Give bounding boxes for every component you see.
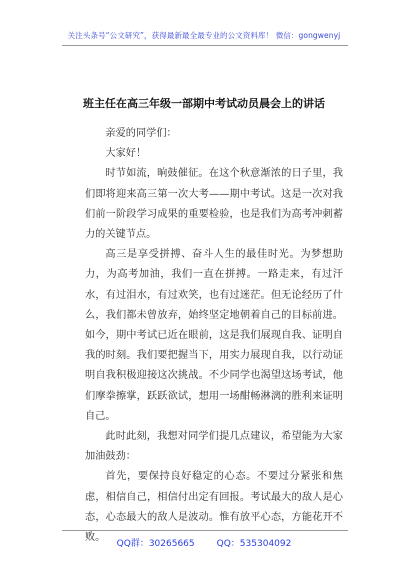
- footer-contact: [0, 536, 408, 549]
- footer-divider: [62, 530, 348, 531]
- paragraph-hello: 大家好！: [105, 148, 147, 160]
- document-title: 班主任在高三年级一部期中考试动员晨会上的讲话: [83, 97, 325, 110]
- paragraph-greeting: 亲爱的同学们：: [105, 128, 177, 139]
- footer-qq: QQ：535304092: [216, 539, 292, 549]
- paragraph-first-point: 首先，要保持良好稳定的心态。不要过分紧张和焦虑，相信自己，相信付出定有回报。考试最大的敌人是心态，心态最大的敌人是波动。惟有放平心态，方能花开不败。: [85, 471, 343, 544]
- header-divider: [62, 45, 348, 46]
- footer-qq-group: QQ群：30265665: [116, 539, 195, 549]
- paragraph-intro: 时节如流，晌鼓催征。在这个秋意渐浓的日子里，我们即将迎来高三第一次大考——期中考试。这是一次对我们前一阶段学习成果的重要检验，也是我们为高考冲刺蓄力的关键节点。: [85, 168, 343, 241]
- paragraph-struggle: 高三是享受拼搏、奋斗人生的最佳时光。为梦想助力，为高考加油，我们一直在拼搏。一路走来，有过汗水，有过泪水，有过欢笑，也有过迷茫。但无论经历了什么，我们都未曾放弃，始终坚定地朝着自己的目标前进。如今，期中考试已近在眼前，这是我们展现自我、证明自我的时刻。我们要把握当下，用实力展现自我，以行动证明自我积极迎接这次挑战。不少同学也渴望这场考试，他们摩拳擦掌，跃跃欲试，想用一场酣畅淋漓的胜利来证明自己。: [85, 249, 343, 422]
- paragraph-suggestions: 此时此刻，我想对同学们提几点建议，希望能为大家加油鼓劲：: [85, 431, 343, 463]
- document-body: [85, 124, 343, 548]
- header-promo-note: 关注头条号“公文研究”，获得最新最全最专业的公文资料库！ 微信：gongwenyj: [67, 31, 341, 40]
